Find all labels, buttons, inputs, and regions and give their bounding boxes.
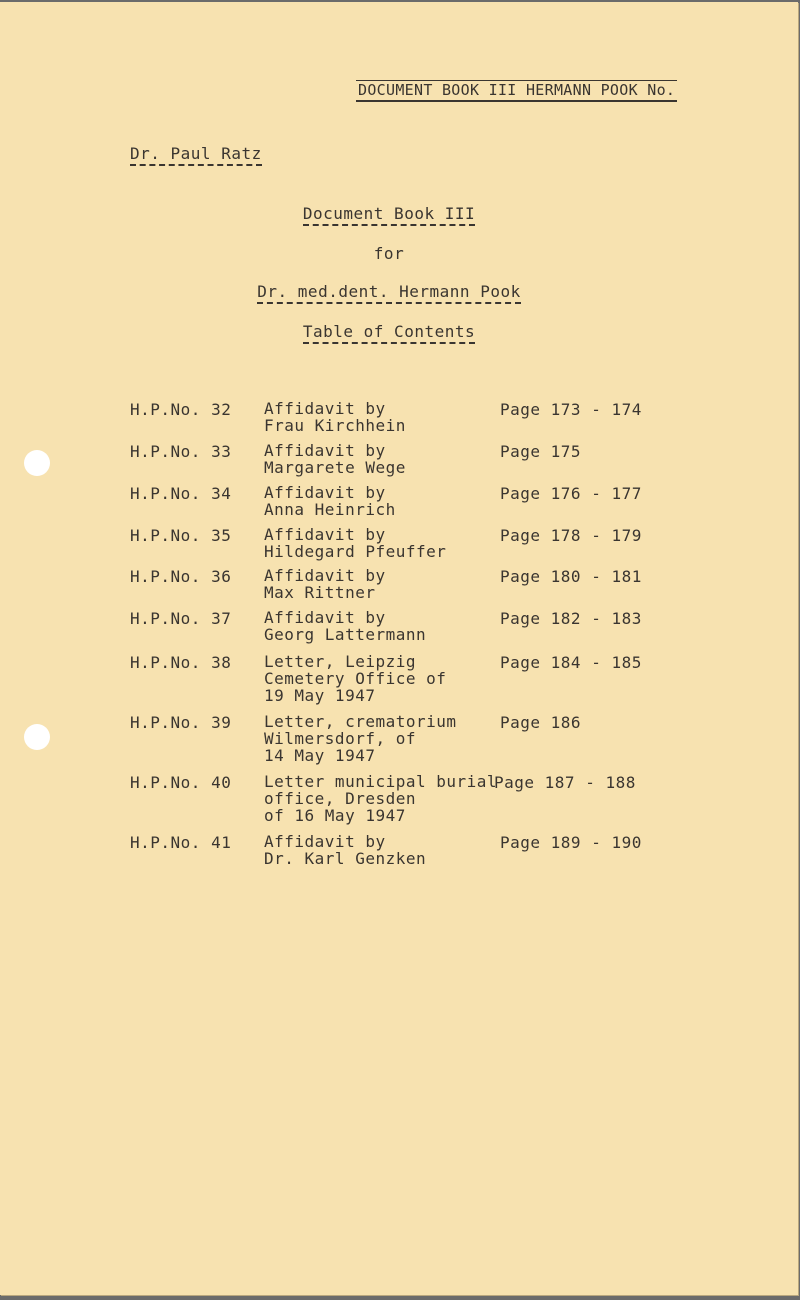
toc-row xyxy=(130,442,690,484)
exhibit-description: Letter municipal burial office, Dresden of 16 May 1947 xyxy=(264,772,498,825)
toc-row xyxy=(130,567,690,609)
exhibit-pages: Page 178 - 179 xyxy=(500,526,642,545)
exhibit-number: H.P.No. 41 xyxy=(130,833,232,852)
punch-hole-lower xyxy=(24,724,50,750)
exhibit-description: Affidavit by Margarete Wege xyxy=(264,441,406,477)
exhibit-number: H.P.No. 32 xyxy=(130,400,232,419)
exhibit-number: H.P.No. 40 xyxy=(130,773,232,792)
defendant-name: Dr. med.dent. Hermann Pook xyxy=(257,282,520,304)
exhibit-pages: Page 186 xyxy=(500,713,582,732)
exhibit-description: Affidavit by Hildegard Pfeuffer xyxy=(264,525,447,561)
exhibit-description: Affidavit by Dr. Karl Genzken xyxy=(264,832,427,868)
exhibit-description: Letter, crematorium Wilmersdorf, of 14 May 1947 xyxy=(264,712,457,765)
exhibit-description: Letter, Leipzig Cemetery Office of 19 May 1947 xyxy=(264,652,447,705)
exhibit-description: Affidavit by Anna Heinrich xyxy=(264,483,396,519)
title-line-2 xyxy=(0,244,778,263)
toc-heading: Table of Contents xyxy=(303,322,475,344)
title-line-4 xyxy=(0,322,778,344)
exhibit-pages: Page 189 - 190 xyxy=(500,833,642,852)
for-label: for xyxy=(373,244,405,263)
exhibit-description: Affidavit by Frau Kirchhein xyxy=(264,399,406,435)
exhibit-number: H.P.No. 38 xyxy=(130,653,232,672)
toc-row xyxy=(130,773,690,833)
toc-row xyxy=(130,653,690,713)
exhibit-pages: Page 184 - 185 xyxy=(500,653,642,672)
author-line xyxy=(130,144,262,166)
exhibit-pages: Page 175 xyxy=(500,442,582,461)
exhibit-number: H.P.No. 33 xyxy=(130,442,232,461)
document-reference: DOCUMENT BOOK III HERMANN POOK No. xyxy=(356,80,677,102)
document-book-title: Document Book III xyxy=(303,204,475,226)
document-page xyxy=(0,2,798,1295)
table-of-contents xyxy=(130,400,690,875)
exhibit-number: H.P.No. 36 xyxy=(130,567,232,586)
exhibit-pages: Page 182 - 183 xyxy=(500,609,642,628)
title-line-3 xyxy=(0,282,778,304)
exhibit-pages: Page 176 - 177 xyxy=(500,484,642,503)
exhibit-number: H.P.No. 37 xyxy=(130,609,232,628)
toc-row xyxy=(130,484,690,526)
exhibit-number: H.P.No. 39 xyxy=(130,713,232,732)
toc-row xyxy=(130,400,690,442)
exhibit-description: Affidavit by Georg Lattermann xyxy=(264,608,427,644)
exhibit-number: H.P.No. 34 xyxy=(130,484,232,503)
toc-row xyxy=(130,526,690,567)
author-name: Dr. Paul Ratz xyxy=(130,144,262,166)
exhibit-pages: Page 180 - 181 xyxy=(500,567,642,586)
exhibit-pages: Page 187 - 188 xyxy=(494,773,636,792)
toc-row xyxy=(130,713,690,773)
toc-row xyxy=(130,609,690,653)
exhibit-number: H.P.No. 35 xyxy=(130,526,232,545)
toc-row xyxy=(130,833,690,875)
exhibit-pages: Page 173 - 174 xyxy=(500,400,642,419)
exhibit-description: Affidavit by Max Rittner xyxy=(264,566,386,602)
title-line-1 xyxy=(0,204,778,226)
punch-hole-upper xyxy=(24,450,50,476)
